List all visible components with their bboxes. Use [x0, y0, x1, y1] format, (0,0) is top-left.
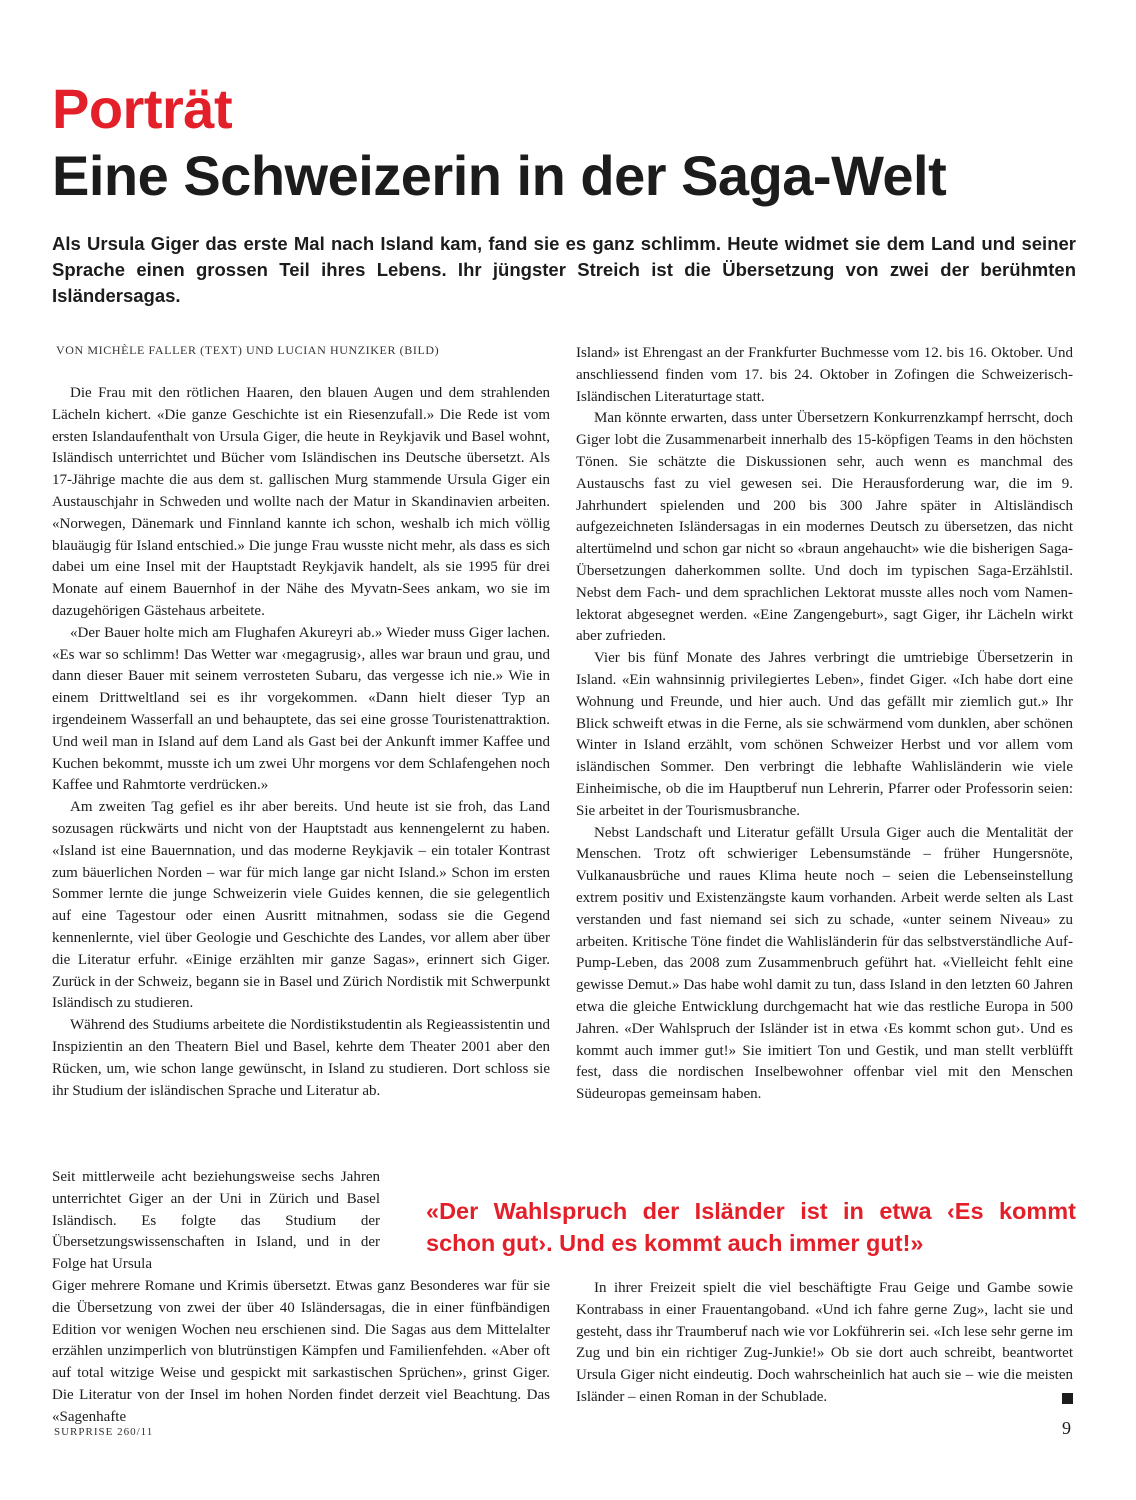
article-title: Eine Schweizerin in der Saga-Welt: [52, 144, 947, 207]
paragraph-continued: Giger mehrere Romane und Krimis übersetzt. Etwas ganz Besonderes war für sie die Übersetzung von zwei der über 40 Isländersagas, die in einer fünfbändigen Edition vor wenigen Wochen neu erschienen sind. Die Sagas aus dem Mittelalter erzählen unzimperlich von blutrünstigen Kämpfen und Familienfehden. «Aber oft auf total witzige Weise und gespickt mit sarkastischen Sprüchen», grinst Giger. Die Literatur von der Insel im hohen Norden findet derzeit viel Beachtung. Das «Sagenhafte: [52, 1278, 550, 1425]
column-left-top: [52, 383, 550, 1102]
column-left-narrow: [52, 1167, 380, 1276]
closing-paragraph-text: In ihrer Freizeit spielt die viel beschäftigte Frau Geige und Gambe sowie Kontrabass in einer Frauentangoband. «Und ich fahre gerne Zug», lacht sie und gesteht, dass ihr Traumberuf nach wie vor Lokführerin sei. «Ich lese sehr gerne im Zug und bin ein richtiger Zug-Junkie!» Ob sie dort auch schreibt, beantwortet Ursula Giger nicht eindeutig. Doch wahrscheinlich hat auch sie – wie die meisten Isländer – einen Roman in der Schublade.: [576, 1280, 1073, 1405]
column-right-top: [576, 343, 1073, 1106]
byline: VON MICHÈLE FALLER (TEXT) UND LUCIAN HUNZIKER (BILD): [56, 343, 440, 357]
paragraph: Man könnte erwarten, dass unter Übersetzern Konkurrenzkampf herrscht, doch Giger lobt die Zusammenarbeit innerhalb des 15-köpfigen Teams in den höchsten Tönen. Sie schätzte die Diskussionen sehr, auch wenn es manchmal des Austauschs fast zu viel gewesen sei. Die Herausforderung war, die im 9. Jahrhundert spielenden und 200 bis 300 Jahre später in Altisländisch aufgezeichneten Isländersagas in ein modernes Deutsch zu übersetzen, das nicht altertümelnd und schon gar nicht so «braun angehaucht» wie die bisherigen Saga-Übersetzungen daherkommen sollte. Und doch im typischen Saga-Erzählstil. Nebst dem Fach- und dem sprachlichen Lektorat musste alles noch vom Namen-lektorat abgesegnet werden. «Eine Zangengeburt», sagt Giger, ihr Lächeln wirkt aber zufrieden.: [576, 410, 1073, 645]
column-right-bottom: [576, 1278, 1073, 1409]
article-lead: Als Ursula Giger das erste Mal nach Island kam, fand sie es ganz schlimm. Heute widmet sie dem Land und seiner Sprache einen grossen Teil ihres Lebens. Ihr jüngster Streich ist die Übersetzung von zwei der berühmten Isländersagas.: [52, 233, 1076, 306]
paragraph: Vier bis fünf Monate des Jahres verbringt die umtriebige Übersetzerin in Island. «Ein wahnsinnig privilegiertes Leben», findet Giger. «Ich habe dort eine Wohnung und Freunde, und hier auch. Und das gefällt mir ziemlich gut.» Ihr Blick schweift etwas in die Ferne, als sie schwärmend vom dunklen, aber schönen Winter in Island erzählt, vom schönen Schweizer Herbst und vor allem vom isländischen Sommer. Den verbringt die lebhafte Wahlisländerin wie viele Einheimische, ob die im Hauptberuf nun Lehrerin, Pfarrer oder Professorin seien: Sie arbeitet in der Tourismusbranche.: [576, 650, 1073, 819]
paragraph: Die Frau mit den rötlichen Haaren, den blauen Augen und dem strahlenden Lächeln kichert. «Die ganze Geschichte ist ein Riesenzufall.» Die Rede ist vom ersten Islandaufenthalt von Ursula Giger, die heute in Reykjavik und Basel wohnt, Isländisch unterrichtet und Bücher vom Isländischen ins Deutsche übersetzt. Als 17-Jährige machte die aus dem st. gallischen Murg stammende Ursula Giger ein Austauschjahr in Schweden und wollte nach der Matur in Skandinavien arbeiten. «Norwegen, Dänemark und Finnland kannte ich schon, weshalb ich mich völlig blauäugig für Island entschied.» Die junge Frau wusste nicht mehr, als dass es sich dabei um eine Insel mit der Hauptstadt Reykjavik handelt, als sie 1995 für drei Monate auf einem Bauernhof in der Nähe des Myvatn-Sees ankam, wo sie im dazugehörigen Gästehaus arbeitete.: [52, 385, 550, 619]
column-left-bottom: [52, 1276, 550, 1429]
section-kicker: Porträt: [52, 77, 233, 140]
paragraph: Während des Studiums arbeitete die Nordistikstudentin als Regieassistentin und Inspizientin an den Theatern Biel und Basel, kehrte dem Theater 2001 aber den Rücken, um, wie schon lange gewünscht, in Island zu studieren. Dort schloss sie ihr Studium der isländischen Sprache und Literatur ab.: [52, 1017, 550, 1099]
pull-quote: «Der Wahlspruch der Isländer ist in etwa ‹Es kommt schon gut›. Und es kommt auch immer gut!»: [426, 1198, 1076, 1256]
paragraph-continued: Island» ist Ehrengast an der Frankfurter Buchmesse vom 12. bis 16. Oktober. Und anschliessend finden vom 17. bis 24. Oktober in Zofingen die Schweizerisch-Isländischen Literaturtage statt.: [576, 345, 1073, 405]
end-mark-icon: [1062, 1393, 1073, 1404]
paragraph-continued: Seit mittlerweile acht beziehungsweise sechs Jahren unterrichtet Giger an der Uni in Zürich und Basel Isländisch. Es folgte das Studium der Übersetzungswissenschaften in Island, und in der Folge hat Ursula: [52, 1169, 380, 1273]
paragraph: «Der Bauer holte mich am Flughafen Akureyri ab.» Wieder muss Giger lachen. «Es war so schlimm! Das Wetter war ‹megagrusig›, alles war braun und grau, und dann dieser Bauer mit seinem verrosteten Subaru, das vergesse ich nie.» Wie in einem Drittweltland sei es ihr vorgekommen. «Dann hielt dieser Typ an irgendeinem Wasserfall an und behauptete, das sei eine grosse Touristenattraktion. Und weil man in Island auf dem Land als Gast bei der Ankunft immer Kaffee und Kuchen bekommt, musste ich um zwei Uhr morgens vor dem Schlafengehen noch Kaffee und Rahmtorte verdrücken.»: [52, 624, 550, 794]
issue-label: SURPRISE 260/11: [54, 1426, 154, 1438]
paragraph: [576, 1278, 1073, 1409]
paragraph: Am zweiten Tag gefiel es ihr aber bereits. Und heute ist sie froh, das Land sozusagen rückwärts und nicht von der Hauptstadt aus kennengelernt zu haben. «Island ist eine Bauernnation, und das moderne Reykjavik – ein totaler Kontrast zum bäuerlichen Norden – war für mich lange gar nicht Island.» Schon im ersten Sommer lernte die junge Schweizerin viele Guides kennen, die sie gelegentlich auf eine Tagestour oder einen Ausritt mitnahmen, sodass sie die Gegend kennenlernte, viel über Geologie und Geschichte des Landes, vor allem aber über die Literatur erfuhr. «Einige erzählten mir ganze Sagas», erinnert sich Giger. Zurück in der Schweiz, begann sie in Basel und Zürich Nordistik mit Schwerpunkt Isländisch zu studieren.: [52, 799, 550, 1012]
paragraph: Nebst Landschaft und Literatur gefällt Ursula Giger auch die Mentalität der Menschen. Trotz oft schwieriger Lebensumstände – früher Hungersnöte, Vulkanausbrüche und raues Klima heute noch – seien die Lebenseinstellung extrem positiv und Existenzängste kaum vorhanden. Arbeit werde selten als Last verstanden und fast niemand sei sich zu schade, «unter seinem Niveau» zu arbeiten. Kritische Töne findet die Wahlisländerin für das selbstverständliche Auf-Pump-Leben, das 2008 zum Zusammenbruch geführt hat. «Vielleicht fehlt eine gewisse Demut.» Das habe wohl damit zu tun, dass Island in den letzten 60 Jahren etwa die gleiche Entwicklung durchgemacht hat wie das restliche Europa in 500 Jahren. «Der Wahlspruch der Isländer ist in etwa ‹Es kommt schon gut›. Und es kommt auch immer gut!» Sie imitiert Ton und Gestik, und man stellt verblüfft fest, dass die nordischen Inselbewohner offenbar viel mit den Menschen Südeuropas gemeinsam haben.: [576, 824, 1073, 1103]
page-number: 9: [1062, 1418, 1071, 1438]
